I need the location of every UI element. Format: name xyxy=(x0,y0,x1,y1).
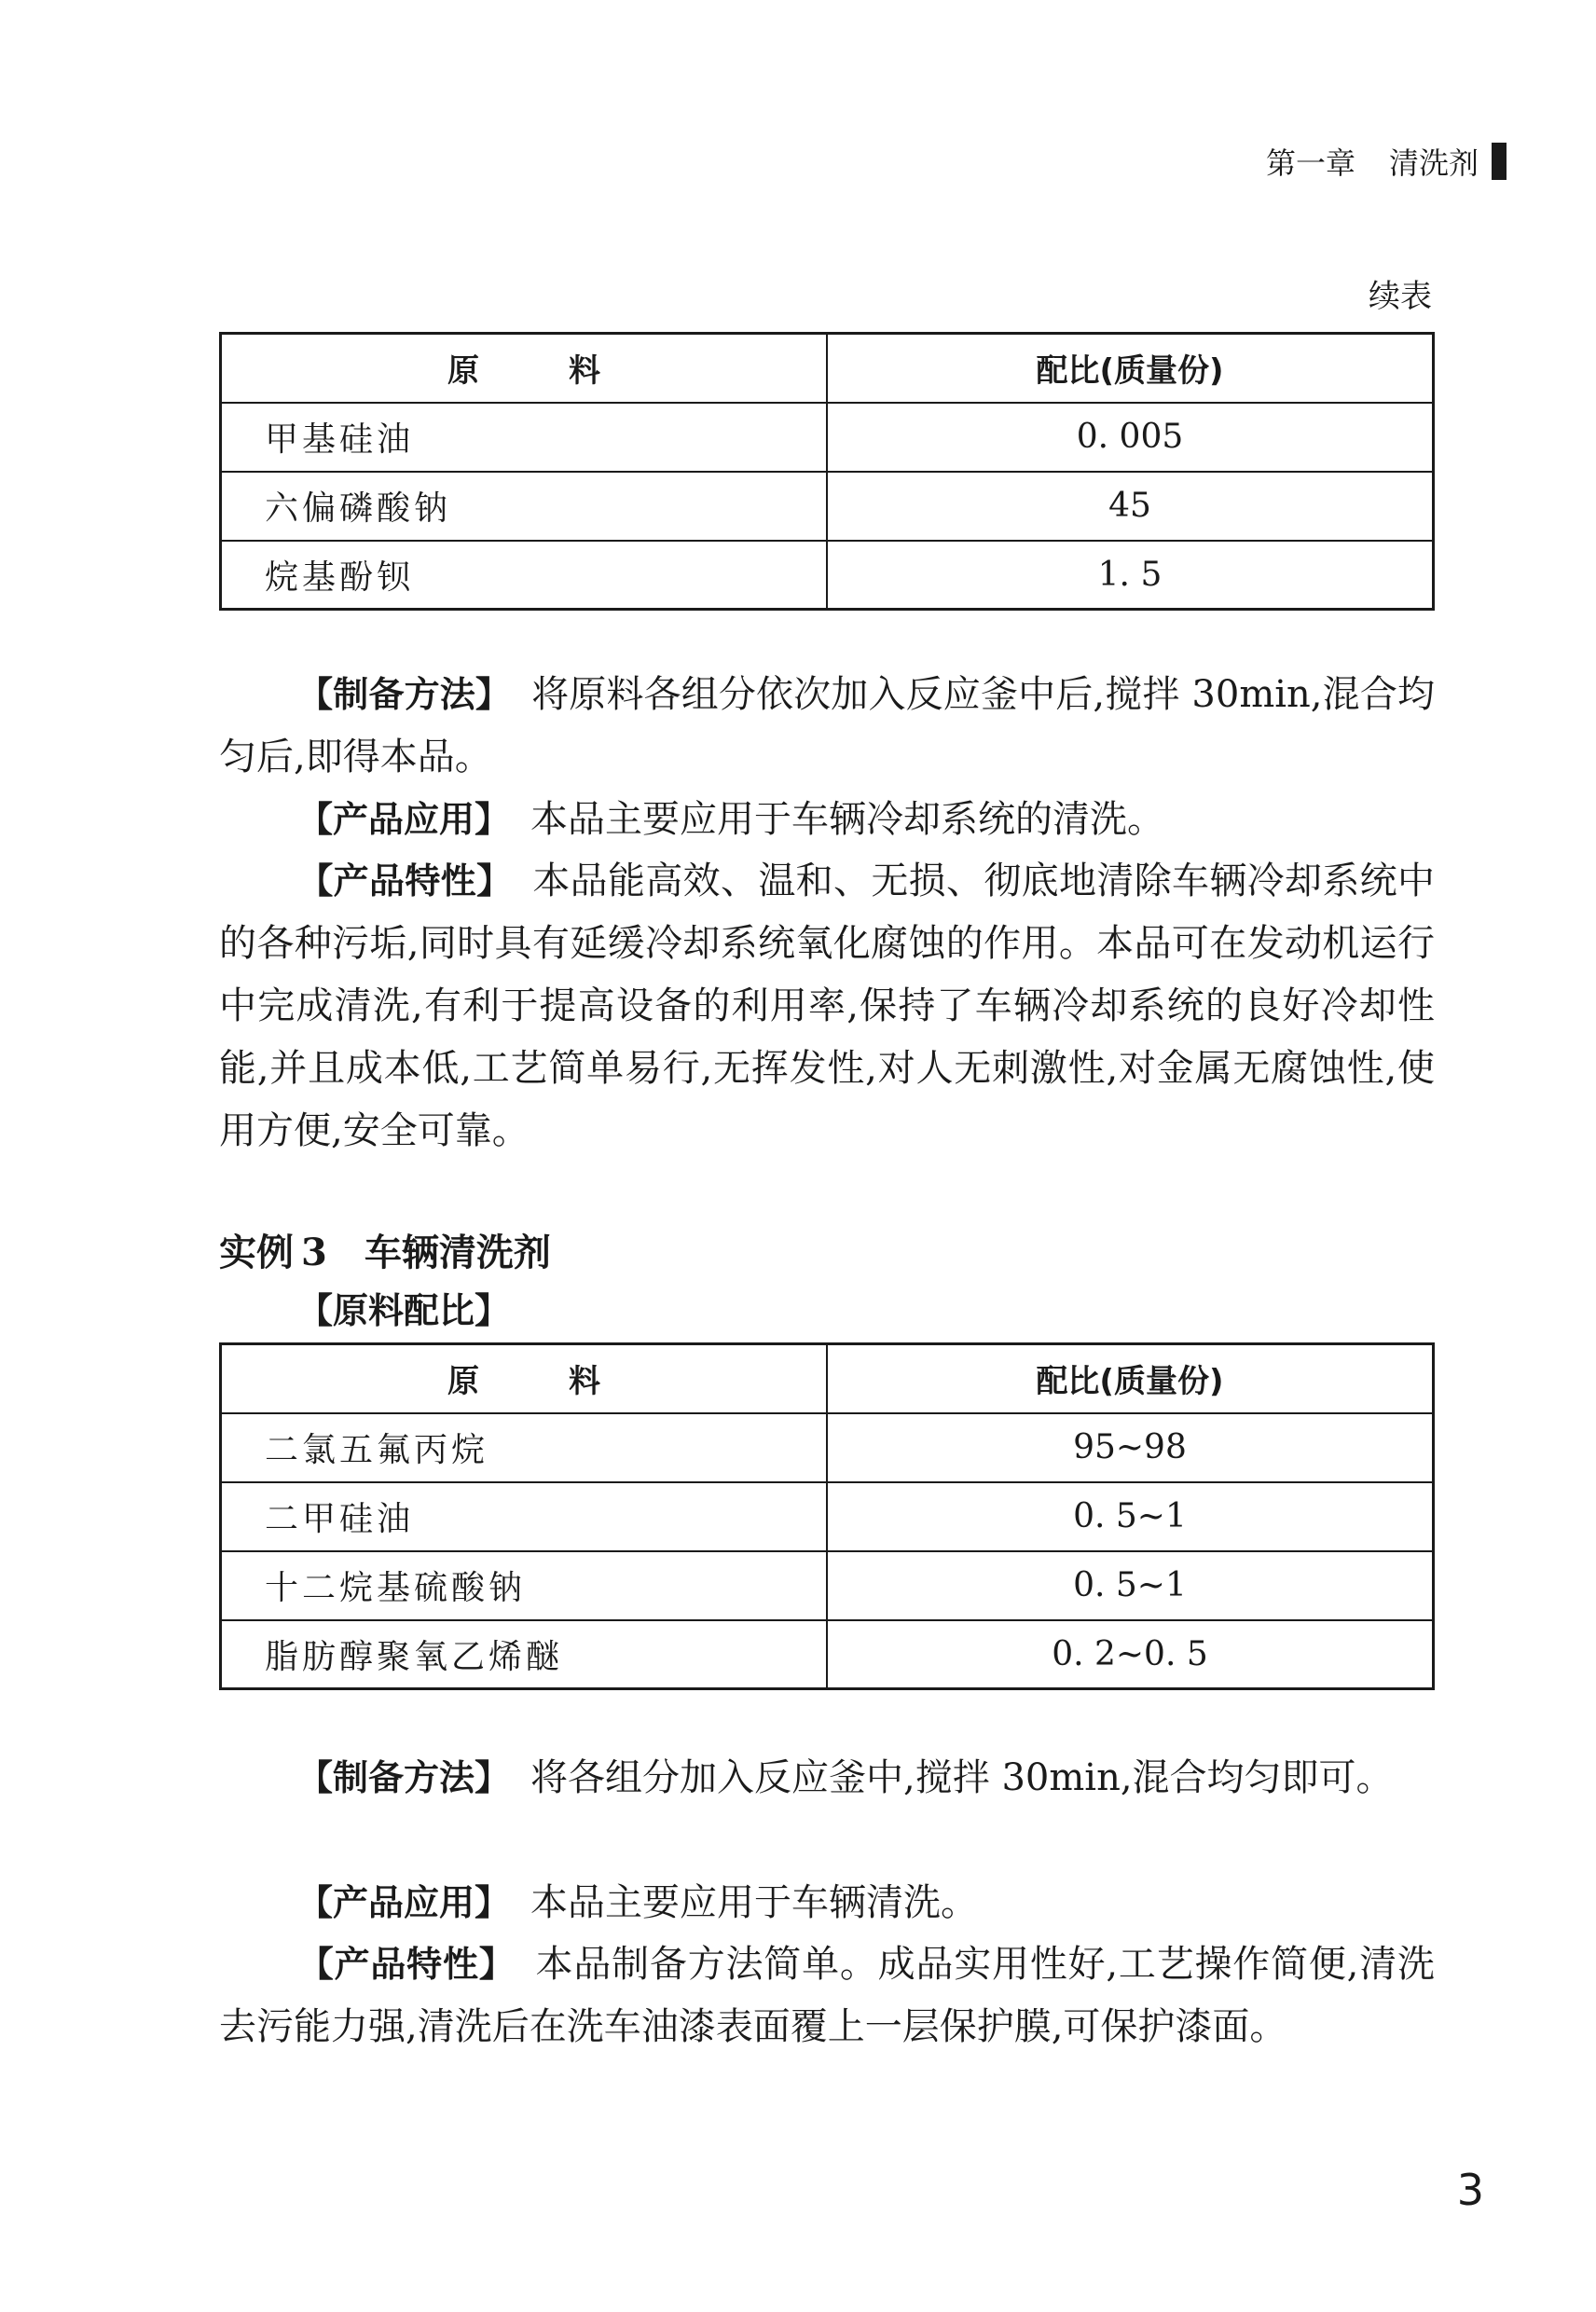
material-cell: 二氯五氟丙烷 xyxy=(221,1413,827,1482)
product-features-text: 本品制备方法简单。成品实用性好,工艺操作简便,清洗去污能力强,清洗后在洗车油漆表面覆上一层保护膜,可保护漆面。 xyxy=(219,1943,1435,2048)
formula-table xyxy=(219,1342,1435,1690)
product-application-label: 【产品应用】 xyxy=(297,799,511,840)
product-application-text: 本品主要应用于车辆冷却系统的清洗。 xyxy=(530,798,1165,841)
ratio-cell: 0. 5~1 xyxy=(827,1482,1434,1551)
ratio-cell: 0. 2~0. 5 xyxy=(827,1620,1434,1689)
ratio-cell: 95~98 xyxy=(827,1413,1434,1482)
product-features-label: 【产品特性】 xyxy=(297,860,513,901)
prep-method-label: 【制备方法】 xyxy=(297,674,512,715)
product-features-paragraph xyxy=(219,850,1435,1163)
material-cell: 十二烷基硫酸钠 xyxy=(221,1551,827,1620)
page-number: 3 xyxy=(1456,2165,1484,2215)
ratio-cell: 1. 5 xyxy=(827,541,1433,610)
table-row xyxy=(221,1620,1434,1689)
ratio-cell: 0. 005 xyxy=(827,403,1433,472)
prep-method-text: 将各组分加入反应釜中,搅拌 30min,混合均匀即可。 xyxy=(530,1756,1394,1799)
product-features-text: 本品能高效、温和、无损、彻底地清除车辆冷却系统中的各种污垢,同时具有延缓冷却系统氧化腐蚀的作用。本品可在发动机运行中完成清洗,有利于提高设备的利用率,保持了车辆冷却系统的良好冷却性能,并且成本低,工艺简单易行,无挥发性,对人无刺激性,对金属无腐蚀性,使用方便,安全可靠。 xyxy=(219,860,1435,1152)
table-header-row xyxy=(221,334,1434,403)
formula-table-continued xyxy=(219,332,1435,611)
table-row xyxy=(221,1551,1434,1620)
section-title xyxy=(219,1223,551,1276)
header-bar-mark xyxy=(1492,143,1507,180)
prep-method-paragraph xyxy=(219,664,1435,789)
section-title-name: 车辆清洗剂 xyxy=(364,1231,551,1274)
material-cell: 脂肪醇聚氧乙烯醚 xyxy=(221,1620,827,1689)
product-application-text: 本品主要应用于车辆清洗。 xyxy=(530,1881,979,1924)
column-header-material: 原 料 xyxy=(221,1344,827,1413)
material-cell: 六偏磷酸钠 xyxy=(221,472,828,541)
material-cell: 烷基酚钡 xyxy=(221,541,828,610)
section-title-prefix: 实例 xyxy=(219,1231,294,1274)
prep-method-text: 将原料各组分依次加入反应釜中后,搅拌 30min,混合均匀后,即得本品。 xyxy=(219,673,1435,778)
continued-table-label: 续表 xyxy=(1369,278,1432,315)
ratio-cell: 45 xyxy=(827,472,1433,541)
formula-ratio-label: 【原料配比】 xyxy=(297,1290,511,1331)
product-application-paragraph-3 xyxy=(219,1872,1435,1934)
column-header-material: 原 料 xyxy=(221,334,828,403)
running-header xyxy=(1266,140,1507,183)
column-header-ratio: 配比(质量份) xyxy=(827,334,1433,403)
chapter-number: 第一章 xyxy=(1265,145,1355,181)
chapter-title: 清洗剂 xyxy=(1388,145,1479,181)
product-features-paragraph-3 xyxy=(219,1934,1435,2058)
table-row xyxy=(221,403,1434,472)
product-application-paragraph xyxy=(219,789,1435,851)
table-row xyxy=(221,472,1434,541)
product-features-label: 【产品特性】 xyxy=(297,1944,516,1985)
table-row xyxy=(221,1413,1434,1482)
table-row xyxy=(221,541,1434,610)
prep-method-label: 【制备方法】 xyxy=(297,1757,511,1798)
table-row xyxy=(221,1482,1434,1551)
section-title-number: 3 xyxy=(301,1231,327,1274)
product-application-label: 【产品应用】 xyxy=(297,1882,511,1923)
material-cell: 二甲硅油 xyxy=(221,1482,827,1551)
table-header-row xyxy=(221,1344,1434,1413)
material-cell: 甲基硅油 xyxy=(221,403,828,472)
column-header-ratio: 配比(质量份) xyxy=(827,1344,1434,1413)
ratio-cell: 0. 5~1 xyxy=(827,1551,1434,1620)
prep-method-paragraph-3 xyxy=(219,1747,1435,1810)
